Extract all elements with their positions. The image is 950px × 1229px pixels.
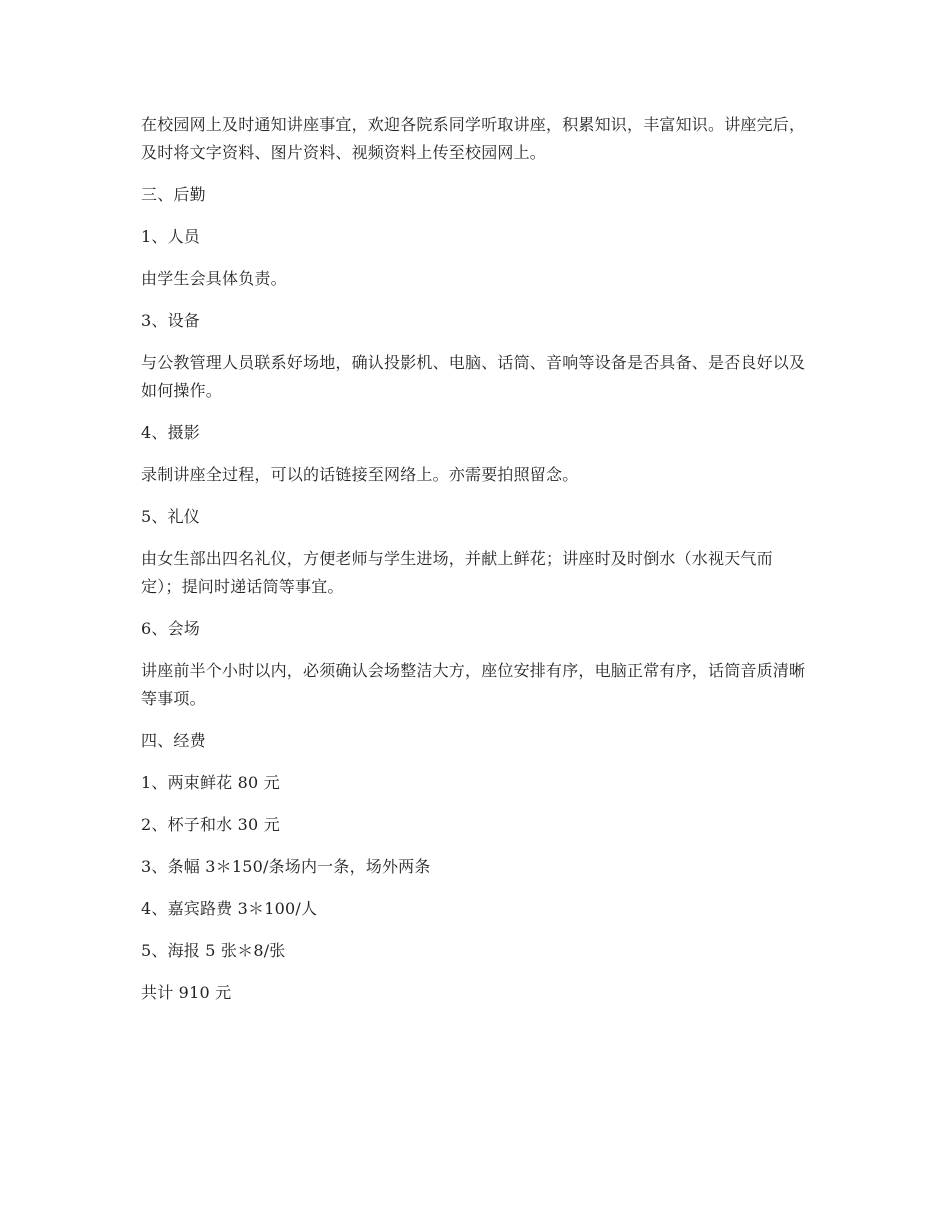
budget-item-cups-water: 2、杯子和水 30 元 <box>141 815 280 834</box>
subheading-venue: 6、会场 <box>141 619 200 638</box>
budget-item-banners: 3、条幅 3＊150/条场内一条，场外两条 <box>141 857 431 876</box>
personnel-paragraph: 由学生会具体负责。 <box>141 269 287 288</box>
section-heading-budget: 四、经费 <box>141 731 206 750</box>
budget-item-flowers: 1、两束鲜花 80 元 <box>141 773 280 792</box>
subheading-etiquette: 5、礼仪 <box>141 507 200 526</box>
photography-paragraph: 录制讲座全过程，可以的话链接至网络上。亦需要拍照留念。 <box>141 465 579 484</box>
subheading-personnel: 1、人员 <box>141 227 200 246</box>
budget-item-posters: 5、海报 5 张＊8/张 <box>141 941 286 960</box>
subheading-equipment: 3、设备 <box>141 311 200 330</box>
section-heading-logistics: 三、后勤 <box>141 185 206 204</box>
equipment-paragraph: 与公教管理人员联系好场地，确认投影机、电脑、话筒、音响等设备是否具备、是否良好以及如何操作。 <box>141 353 806 400</box>
subheading-photography: 4、摄影 <box>141 423 200 442</box>
venue-paragraph: 讲座前半个小时以内，必须确认会场整洁大方，座位安排有序，电脑正常有序，话筒音质清晰等事项。 <box>141 661 806 708</box>
intro-paragraph: 在校园网上及时通知讲座事宜，欢迎各院系同学听取讲座，积累知识，丰富知识。讲座完后，及时将文字资料、图片资料、视频资料上传至校园网上。 <box>141 115 806 162</box>
budget-item-guest-travel: 4、嘉宾路费 3＊100/人 <box>141 899 318 918</box>
budget-total: 共计 910 元 <box>141 983 232 1002</box>
document-body <box>141 111 811 1021</box>
etiquette-paragraph: 由女生部出四名礼仪，方便老师与学生进场，并献上鲜花；讲座时及时倒水（水视天气而定）；提问时递话筒等事宜。 <box>141 549 773 596</box>
